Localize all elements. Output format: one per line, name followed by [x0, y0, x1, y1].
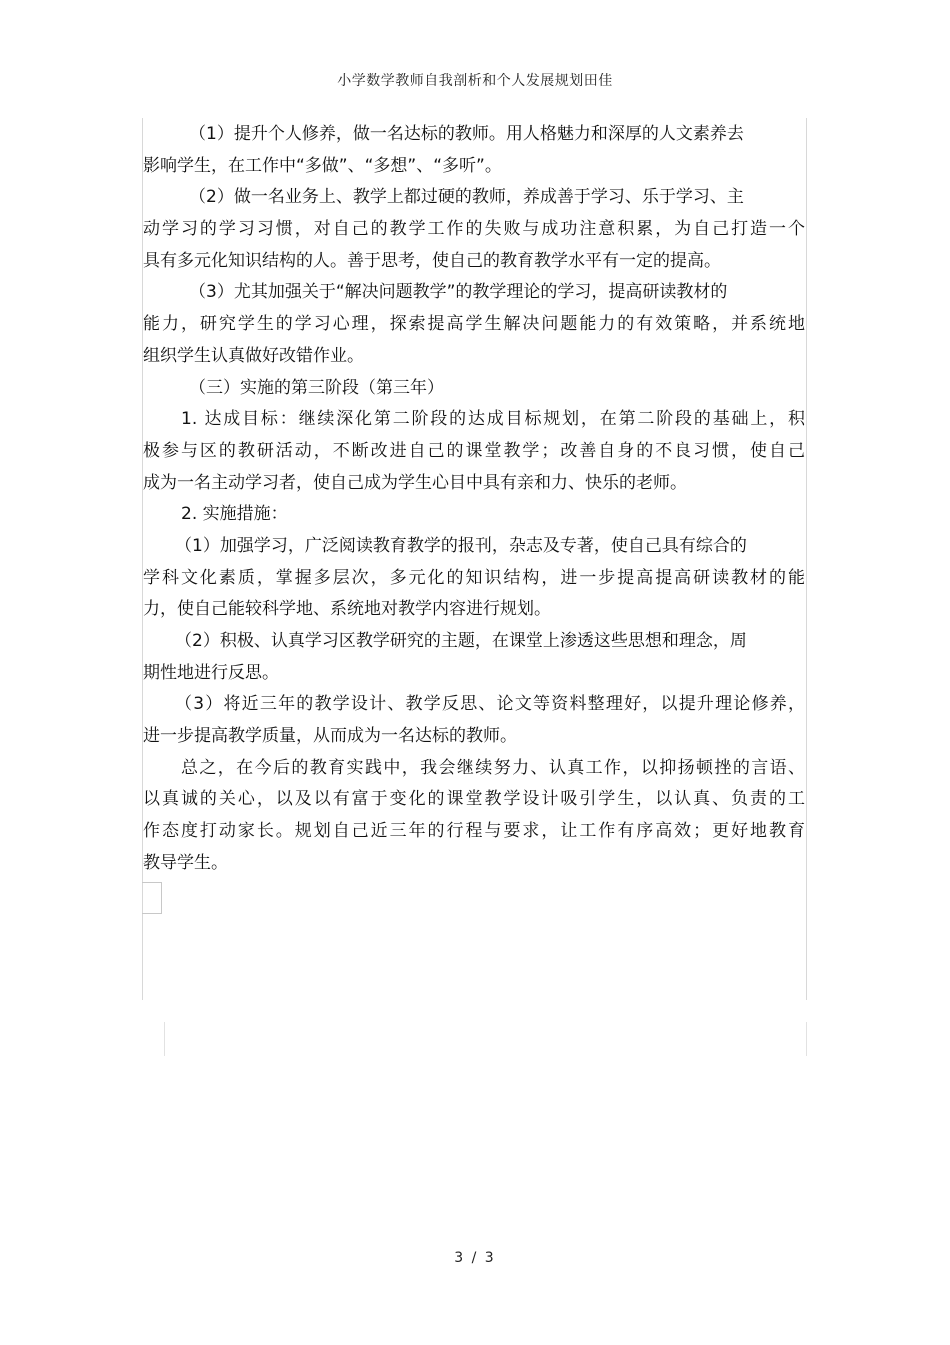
running-header: 小学数学教师自我剖析和个人发展规划田佳 — [337, 73, 613, 89]
paragraph-line: 期性地进行反思。 — [143, 662, 279, 683]
paragraph-line: （2）做一名业务上、教学上都过硬的教师，养成善于学习、乐于学习、主 — [189, 187, 744, 208]
paragraph-line: 教导学生。 — [143, 852, 228, 873]
paragraph-line: 组织学生认真做好改错作业。 — [143, 345, 364, 366]
paragraph-line: （1）提升个人修养，做一名达标的教师。用人格魅力和深厚的人文素养去 — [189, 124, 744, 144]
page-frame-right-border-lower — [806, 1022, 807, 1056]
subsection-heading: 2. 实施措施： — [181, 504, 288, 525]
paragraph-line: 影响学生，在工作中“多做”、“多想”、“多听”。 — [143, 155, 502, 176]
paragraph-line: 作态度打动家长。规划自己近三年的行程与要求，让工作有序高效；更好地教育 — [143, 821, 805, 842]
paragraph-line: （3）尤其加强关于“解决问题教学”的教学理论的学习，提高研读教材的 — [189, 282, 728, 303]
paragraph-line: 总之，在今后的教育实践中，我会继续努力、认真工作，以抑扬顿挫的言语、 — [181, 757, 805, 778]
paragraph-line: 力，使自己能较科学地、系统地对教学内容进行规划。 — [143, 599, 551, 620]
page-number: 3 / 3 — [454, 1250, 496, 1266]
paragraph-line: （3）将近三年的教学设计、教学反思、论文等资料整理好，以提升理论修养， — [175, 694, 805, 715]
paragraph-line: 学科文化素质，掌握多层次，多元化的知识结构，进一步提高提高研读教材的能 — [143, 567, 805, 588]
paragraph-line: 成为一名主动学习者，使自己成为学生心目中具有亲和力、快乐的老师。 — [143, 472, 687, 493]
paragraph-line: 具有多元化知识结构的人。善于思考，使自己的教育教学水平有一定的提高。 — [143, 250, 721, 271]
paragraph-line: 极参与区的教研活动，不断改进自己的课堂教学；改善自身的不良习惯，使自己 — [143, 440, 805, 461]
document-body — [143, 119, 805, 880]
section-heading: （三）实施的第三阶段（第三年） — [189, 377, 444, 398]
paragraph-line: （2）积极、认真学习区教学研究的主题，在课堂上渗透这些思想和理念，周 — [175, 631, 747, 651]
paragraph-line: 能力，研究学生的学习心理，探索提高学生解决问题能力的有效策略，并系统地 — [143, 314, 805, 335]
paragraph-line: （1）加强学习，广泛阅读教育教学的报刊，杂志及专著，使自己具有综合的 — [175, 535, 747, 556]
page-frame-right-border — [806, 118, 807, 1000]
paragraph-line: 1. 达成目标：继续深化第二阶段的达成目标规划，在第二阶段的基础上，积 — [181, 409, 805, 430]
paragraph-line: 动学习的学习习惯，对自己的教学工作的失败与成功注意积累，为自己打造一个 — [143, 219, 805, 240]
empty-table-cell — [142, 882, 162, 914]
paragraph-line: 进一步提高教学质量，从而成为一名达标的教师。 — [143, 726, 517, 747]
page-frame-left-border-lower — [164, 1022, 165, 1056]
paragraph-line: 以真诚的关心，以及以有富于变化的课堂教学设计吸引学生，以认真、负责的工 — [143, 789, 805, 810]
